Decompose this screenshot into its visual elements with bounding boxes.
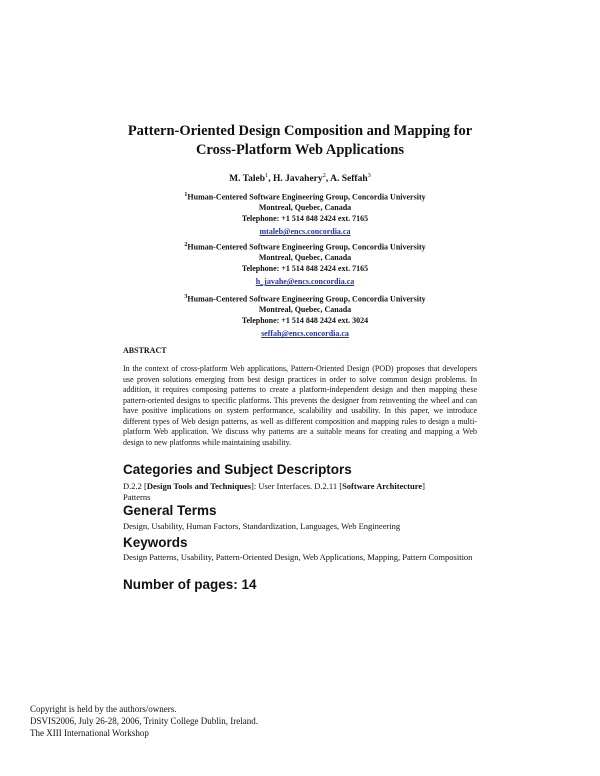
categories-text-part: D.2.2 [ (123, 481, 147, 491)
author-sup: 1 (265, 172, 269, 179)
affiliation-city: Montreal, Quebec, Canada (258, 305, 352, 315)
general-terms-heading: General Terms (123, 503, 217, 518)
abstract-text: In the context of cross-platform Web applications, Pattern-Oriented Design (POD) proposes that developers use proven solutions emerging from best design practices in order to solve common design problems. In addition, it requires composing patterns to create a platform-independent design and then mapping these pattern-oriented designs to specific platforms. This prevents the designer from reinventing the wheel and can have positive implications on system performance, scalability and usability. In this paper, we introduce different types of Web design patterns, as well as different composition and mapping rules to design a multi-platform Web application. We discuss why patterns are a suitable means for creating and mapping a Web design to new platforms while maintaining usability. (123, 364, 477, 447)
email-link[interactable]: mtaleb@encs.concordia.ca (259, 227, 351, 237)
affiliation-phone: Telephone: +1 514 848 2424 ext. 7165 (241, 263, 369, 273)
categories-bold-term: Design Tools and Techniques (146, 481, 252, 491)
affiliation-phone: Telephone: +1 514 848 2424 ext. 3024 (241, 315, 369, 325)
affiliation-sup: 3 (184, 294, 188, 300)
copyright-footer (30, 703, 258, 739)
affiliation-city: Montreal, Quebec, Canada (258, 203, 352, 213)
affiliation-city: Montreal, Quebec, Canada (258, 253, 352, 263)
number-of-pages: Number of pages: 14 (123, 577, 257, 592)
general-terms-text: Design, Usability, Human Factors, Standardization, Languages, Web Engineering (123, 521, 401, 531)
title-line-1: Pattern-Oriented Design Composition and Mapping for (127, 123, 473, 139)
affiliation-block (140, 292, 470, 340)
affiliation-group: Human-Centered Software Engineering Group, Concordia University (187, 294, 426, 304)
author-sup: 3 (367, 172, 371, 179)
author-list: M. Taleb$^1$, H. Javahery$^2$, A. Seffah$^3$ (229, 172, 371, 185)
categories-text (123, 481, 481, 502)
footer-line: DSVIS2006, July 26-28, 2006, Trinity College Dublin, Ireland. (30, 716, 259, 726)
categories-text-part: ] (422, 481, 425, 491)
author-name: A. Seffah (330, 174, 368, 185)
categories-text-part: Patterns (123, 491, 151, 502)
categories-text-part: ]: User Interfaces. D.2.11 [ (251, 481, 343, 491)
affiliation-group: Human-Centered Software Engineering Group, Concordia University (187, 192, 426, 202)
footer-line: Copyright is held by the authors/owners. (30, 704, 177, 714)
affiliation-phone: Telephone: +1 514 848 2424 ext. 7165 (241, 213, 369, 223)
affiliation-group: Human-Centered Software Engineering Group, Concordia University (187, 242, 426, 252)
email-link[interactable]: seffah@encs.concordia.ca (261, 329, 349, 339)
affiliation-sup: 1 (184, 192, 188, 198)
categories-heading: Categories and Subject Descriptors (123, 462, 352, 477)
footer-line: The XIII International Workshop (30, 728, 149, 738)
email-link[interactable]: h_javahe@encs.concordia.ca (255, 277, 355, 287)
affiliation-block (140, 240, 470, 288)
author-name: H. Javahery (273, 174, 323, 185)
affiliation-sup: 2 (184, 242, 188, 248)
title-line-2: Cross-Platform Web Applications (195, 142, 405, 158)
keywords-text: Design Patterns, Usability, Pattern-Oriented Design, Web Applications, Mapping, Pattern Composition (123, 552, 473, 562)
paper-title (100, 122, 500, 160)
keywords-heading: Keywords (123, 535, 188, 550)
author-name: M. Taleb (229, 174, 266, 185)
categories-bold-term: Software Architecture (342, 481, 423, 491)
author-sup: 2 (322, 172, 326, 179)
affiliation-block (140, 190, 470, 238)
abstract-heading: ABSTRACT (123, 346, 167, 355)
